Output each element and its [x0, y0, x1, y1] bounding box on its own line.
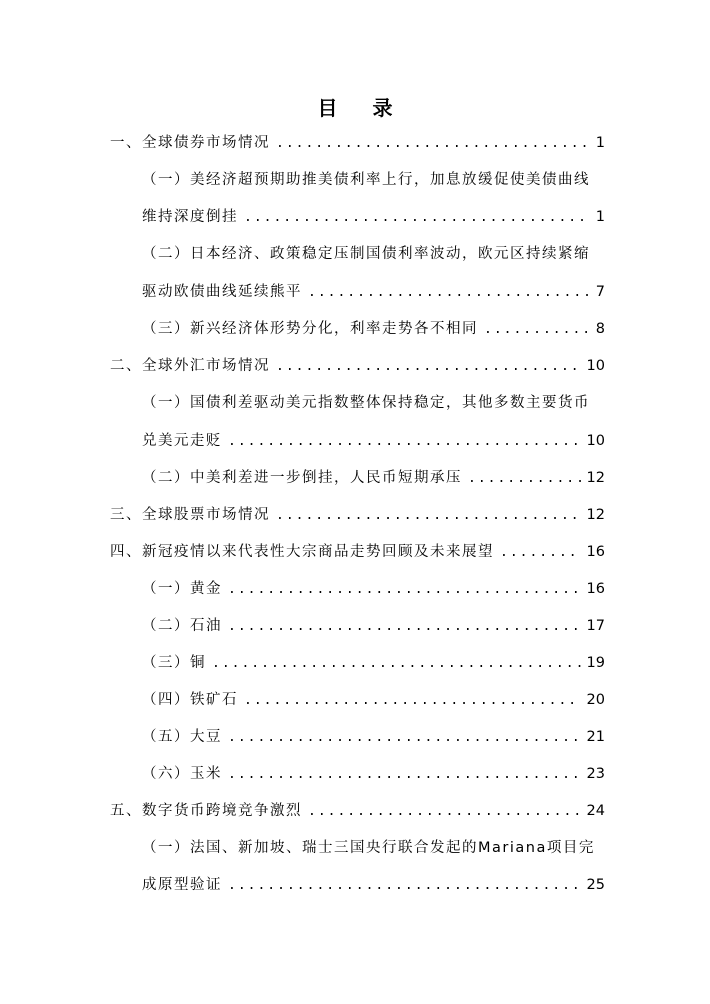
dot-leader: [228, 765, 581, 785]
toc-entry[interactable]: [142, 653, 605, 674]
toc-page-number: 20: [586, 692, 605, 708]
toc-entry[interactable]: [142, 579, 605, 600]
toc-entry[interactable]: [142, 690, 605, 711]
toc-page-number: 12: [586, 507, 605, 523]
dot-leader: [244, 208, 589, 228]
dot-leader: [228, 876, 581, 896]
toc-entry-text-line1[interactable]: （一）法国、新加坡、瑞士三国央行联合发起的Mariana项目完: [142, 840, 595, 856]
toc-entry[interactable]: [142, 282, 605, 303]
toc-entry[interactable]: [110, 801, 605, 822]
toc-page-number: 24: [586, 803, 605, 819]
toc-entry[interactable]: [110, 356, 605, 377]
toc-entry-text-line1[interactable]: （二）日本经济、政策稳定压制国债利率波动，欧元区持续紧缩: [142, 246, 590, 262]
toc-entry[interactable]: [142, 875, 605, 896]
toc-entry-text: 兑美元走贬: [142, 433, 222, 449]
toc-entry-text: （二）中美利差进一步倒挂，人民币短期承压: [142, 470, 462, 486]
toc-entry-text: （五）大豆: [142, 729, 222, 745]
dot-leader: [228, 728, 581, 748]
dot-leader: [308, 802, 581, 822]
dot-leader: [228, 617, 581, 637]
toc-page-number: 16: [586, 581, 605, 597]
toc-page-number: 1: [595, 209, 605, 225]
dot-leader: [308, 283, 589, 303]
toc-entry[interactable]: [142, 727, 605, 748]
toc-page-number: 19: [586, 655, 605, 671]
toc-entry-text: 驱动欧债曲线延续熊平: [142, 284, 302, 300]
toc-entry[interactable]: [110, 133, 605, 154]
toc-page-number: 1: [595, 135, 605, 151]
toc-entry-text: （六）玉米: [142, 766, 222, 782]
toc-page-number: 10: [586, 358, 605, 374]
toc-page-number: 12: [586, 470, 605, 486]
dot-leader: [244, 691, 581, 711]
toc-entry[interactable]: [142, 319, 605, 340]
toc-page-number: 23: [586, 766, 605, 782]
toc-entry-text: （一）黄金: [142, 581, 222, 597]
toc-page-number: 21: [586, 729, 605, 745]
toc-entry-text: 一、全球债券市场情况: [110, 135, 270, 151]
dot-leader: [484, 320, 589, 340]
dot-leader: [276, 134, 589, 154]
toc-page-number: 17: [586, 618, 605, 634]
toc-entry[interactable]: [142, 207, 605, 228]
toc-entry-text: （二）石油: [142, 618, 222, 634]
toc-page-number: 7: [595, 284, 605, 300]
toc-entry[interactable]: [110, 505, 605, 526]
toc-page-number: 25: [586, 877, 605, 893]
toc-entry[interactable]: [110, 542, 605, 563]
toc-entry-text: （四）铁矿石: [142, 692, 238, 708]
toc-page-number: 8: [595, 321, 605, 337]
toc-entry-text: （三）铜: [142, 655, 206, 671]
dot-leader: [228, 432, 581, 452]
toc-page-number: 16: [586, 544, 605, 560]
toc-entry-text-line1[interactable]: （一）国债利差驱动美元指数整体保持稳定，其他多数主要货币: [142, 395, 590, 411]
dot-leader: [276, 357, 581, 377]
dot-leader: [228, 580, 581, 600]
toc-entry-text: 成原型验证: [142, 877, 222, 893]
toc-entry-text: 四、新冠疫情以来代表性大宗商品走势回顾及未来展望: [110, 544, 494, 560]
toc-page-number: 10: [586, 433, 605, 449]
toc-entry-text-line1[interactable]: （一）美经济超预期助推美债利率上行，加息放缓促使美债曲线: [142, 172, 590, 188]
toc-entry[interactable]: [142, 431, 605, 452]
toc-entry[interactable]: [142, 764, 605, 785]
toc-entry-text: 二、全球外汇市场情况: [110, 358, 270, 374]
toc-entry[interactable]: [142, 616, 605, 637]
toc-entry-text: 五、数字货币跨境竞争激烈: [110, 803, 302, 819]
toc-title: 目 录: [317, 96, 407, 120]
toc-entry-text: 维持深度倒挂: [142, 209, 238, 225]
toc-entry[interactable]: [142, 468, 605, 489]
dot-leader: [468, 469, 581, 489]
dot-leader: [276, 506, 581, 526]
toc-entry-text: （三）新兴经济体形势分化，利率走势各不相同: [142, 321, 478, 337]
dot-leader: [500, 543, 581, 563]
toc-entry-text: 三、全球股票市场情况: [110, 507, 270, 523]
dot-leader: [212, 654, 581, 674]
